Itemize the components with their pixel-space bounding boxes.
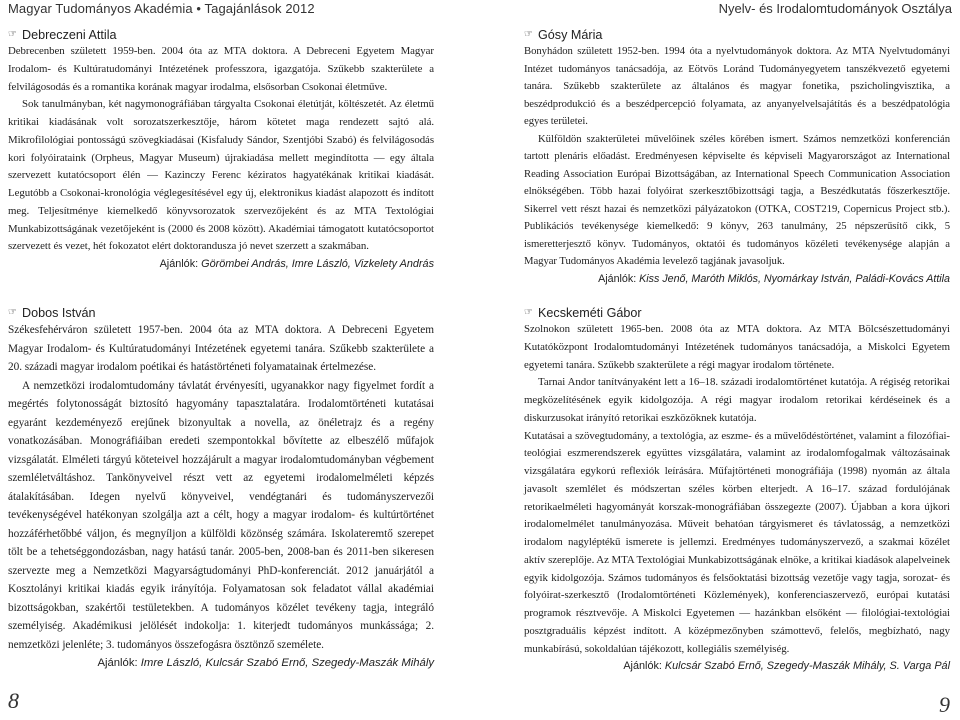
recommenders (524, 271, 950, 289)
entry-paragraph: Székesfehérváron született 1957-ben. 2004 óta az MTA doktora. A Debreceni Egyetem Magyar Irodalom- és Kultúratudományi Intézetének egyetemi tanára. Szűkebb szakterülete a 20. századi magyar irodalom poétikai és hatástörténeti folyamatainak értelmezése. (8, 324, 434, 373)
entry-kecskemeti-gabor (524, 305, 950, 676)
entry-title (524, 305, 950, 321)
entry-paragraph: Bonyhádon született 1952-ben. 1994 óta a nyelvtudományok doktora. Az MTA Nyelvtudományi Intézet tudományos tanácsadója, az Eötvös Loránd Tudományegyetem tanszékvezető egyetemi tanára. Szűkebb szakterülete az általános és magyar fonetika, pszicholingvisztika, a beszédprodukció és a beszédpercepció folyamata, az anyanyelvelsajátítás és a beszédpatológia egyes területei. (524, 45, 950, 127)
recommenders-names: Imre László, Kulcsár Szabó Ernő, Szegedy-Maszák Mihály (140, 657, 434, 669)
entry-paragraph: Kutatásai a szövegtudomány, a textológia, az eszme- és a művelődéstörténet, valamint a filozófiai-teológiai eszmerendszerek együttes vizsgálatára, valamint az irodalomfogalmak változásainak vizsgálatára egykorú reflexiók leírására. Műfajtörténeti monográfiája (1998) nyomán az általa javasolt szemlélet és módszertan széles körben elterjedt. A 16–17. század fordulójának retorikaelméleti hagyományát korszak-monográfiában összegezte (2007). Újabban a kora újkori irodalomelmélet tanulmányozása. Műveit behatóan tárgyismeret és távlatosság, a nemzetközi irodalom nagyléptékű ismerete is jellemzi. Eredményes tudományszervező, a szakmai közélet aktív szereplője. Az MTA Textológiai Munkabizottságának elnöke, a kritikai kiadások alapelveinek egyik kidolgozója. Számos tudományos és felsőoktatási bizottság vezetője vagy tagja, sorozat- és folyóirat-szerkesztő (Irodalomtörténeti Közlemények), konferenciaszervező, európai kutatási programok résztvevője. A Miskolci Egyetemen — hazánkban elsőként — filológiai-textológiai posztgraduális képzést indított. A középmezőnyben számottevő, felelős, megbízható, nagy munkabírású, sokoldalúan tájékozott, kollegiális személyiség. (524, 429, 950, 655)
entry-body (524, 321, 950, 658)
pointing-hand-icon: ☞ (8, 29, 15, 40)
recommenders-names: Kulcsár Szabó Ernő, Szegedy-Maszák Mihály, S. Varga Pál (664, 660, 950, 673)
entry-paragraph: Külföldön szakterületei művelőinek széles körében ismert. Számos nemzetközi konferencián tartott plenáris előadást. Eredményesen képviselte és képviseli Magyarországot az International Reading Association Európai Bizottságában, az International Speech Communication Association elnökségében. Több hazai folyóirat szerkesztőbizottsági tagja, a Beszédkutatás főszerkesztője. Sikerrel vett részt hazai és nemzetközi pályázatokon (OTKA, COST219, Copernicus Project stb.). Publikációs tevékenysége kiemelkedő: 9 könyv, 263 tanulmány, 25 népszerűsítő cikk, 5 ismeretterjesztő könyv. Tudományos, oktatói és tudományos közéleti tevékenysége alapján a Magyar Tudományos Akadémia levelező tagjának javasoljuk. (524, 132, 950, 267)
pointing-hand-icon: ☞ (524, 29, 531, 40)
entry-title (8, 305, 434, 321)
page-number-left: 8 (8, 688, 19, 713)
recommenders-label: Ajánlók: (623, 660, 665, 673)
entry-name: Gósy Mária (538, 28, 603, 42)
entry-name: Dobos István (22, 306, 96, 320)
recommenders (8, 256, 434, 274)
entry-paragraph: A nemzetközi irodalomtudomány távlatát érvényesíti, ugyanakkor nagy figyelmet fordít a megértés folytonosságát biztosító hagyomány tapasztalatára. Irodalomtörténeti kutatásai egyaránt kezdeményező erejűnek bizonyultak a novella, az önéletrajz és a regény vonatkozásában. Monográfiáiban eredeti szempontokkal bővítette az elbeszélő műfajok vizsgálatát. Elméleti tárgyú köteteivel hozzájárult a magyar irodalomtudományban végbement szemléletváltáshoz. Tankönyveivel részt vett az egyetemi irodalomelméleti képzés átalakításában. Idegen nyelvű könyveivel, vendégtanári és tudományszervezői tevékenységével hatékonyan szolgálja azt a célt, hogy a magyar irodalom- és kultúrtörténet hozzáférhetőbbé váljon, és megnyíljon a külföldi közönség számára. Iskolateremtő szerepet tölt be a tehetséggondozásban, nagy hatású tanár. 2005-ben, 2008-ban és 2011-ben sikeresen szervezte meg a Nemzetközi Magyarságtudományi PhD-konferenciát. 2012 januárjától a Kosztolányi kritikai kiadás egyik irányítója. Folyamatosan sok feladatot vállal akadémiai bizottságokban, szakértői testületekben. A tudományos közélet tevékeny tagja, integráló személyiség. Akadémikusi jelölését indokolja: 1. kiterjedt tudományos munkássága; 2. nemzetközi jelenléte; 3. tudományos összefogásra ösztönző személete. (8, 379, 434, 651)
pointing-hand-icon: ☞ (524, 307, 531, 318)
entry-name: Kecskeméti Gábor (538, 306, 642, 320)
recommenders-label: Ajánlók: (97, 657, 141, 669)
pointing-hand-icon: ☞ (8, 307, 15, 318)
entry-name: Debreczeni Attila (22, 28, 117, 42)
entry-gosy-maria (524, 27, 950, 288)
entry-dobos-istvan (8, 305, 434, 673)
entry-title (8, 27, 434, 43)
entry-debreczeni-attila (8, 27, 434, 274)
header-left: Magyar Tudományos Akadémia • Tagajánlások 2012 (8, 1, 315, 16)
recommenders (8, 654, 434, 673)
entry-body (8, 321, 434, 654)
entry-title (524, 27, 950, 43)
entry-paragraph: Sok tanulmányban, két nagymonográfiában tárgyalta Csokonai életútját, költészetét. Az életmű kritikai kiadásának volt sorozatszerkesztője, három kötetet maga rendezett sajtó alá. Mikrofilológiai pontosságú szövegkiadásai (Kisfaludy Sándor, Szentjóbi Szabó) és felvilágosodás kori folyóirataink (Orpheus, Magyar Museum) újrakiadása mellett megindította — egy általa szervezett kutatócsoport élén — Kazinczy Ferenc kéziratos hagyatékának kritikai kiadását. Legutóbb a Csokonai-kronológia véglegesítésével egy új, elektronikus kiadást alapozott és indított meg. Teljesítménye kiemelkedő könyvsorozatok szervezőjeként és az MTA Textológiai Munkabizottságának vezetőjeként is (2000 és 2008 között). Akadémiai támogatott kutatócsoportot szervezett és vezet, hét fokozatot elért doktorandusza jó nevet szerzett a szakmában. (8, 98, 434, 253)
page-number-right: 9 (939, 692, 950, 717)
entry-body (8, 43, 434, 256)
recommenders-label: Ajánlók: (598, 272, 640, 285)
entry-paragraph: Tarnai Andor tanítványaként lett a 16–18. századi irodalomtörténet kutatója. A régiség retorikai megközelítésének egyik kidolgozója. A régi magyar irodalom retorikai kérdéseinek és a diskurzusokat irányító retorikai eszközöknek kutatója. (524, 376, 950, 424)
recommenders-names: Görömbei András, Imre László, Vizkelety András (201, 258, 434, 270)
recommenders (524, 658, 950, 676)
recommenders-names: Kiss Jenő, Maróth Miklós, Nyomárkay István, Paládi-Kovács Attila (639, 272, 950, 285)
entry-paragraph: Szolnokon született 1965-ben. 2008 óta az MTA doktora. Az MTA Bölcsészettudományi Kutatóközpont Irodalomtudományi Intézetének tudományos tanácsadója, a Miskolci Egyetem egyetemi tanára. Szűkebb szakterülete a régi magyar irodalom története. (524, 323, 950, 371)
recommenders-label: Ajánlók: (159, 258, 202, 270)
entry-body (524, 43, 950, 271)
entry-paragraph: Debrecenben született 1959-ben. 2004 óta az MTA doktora. A Debreceni Egyetem Magyar Irodalom- és Kultúratudományi Intézetének professzora, igazgatója. Szűkebb szakterülete a felvilágosodás és a romantika korának magyar irodalma, elsősorban Csokonai életműve. (8, 45, 434, 93)
header-right: Nyelv- és Irodalomtudományok Osztálya (718, 1, 952, 16)
